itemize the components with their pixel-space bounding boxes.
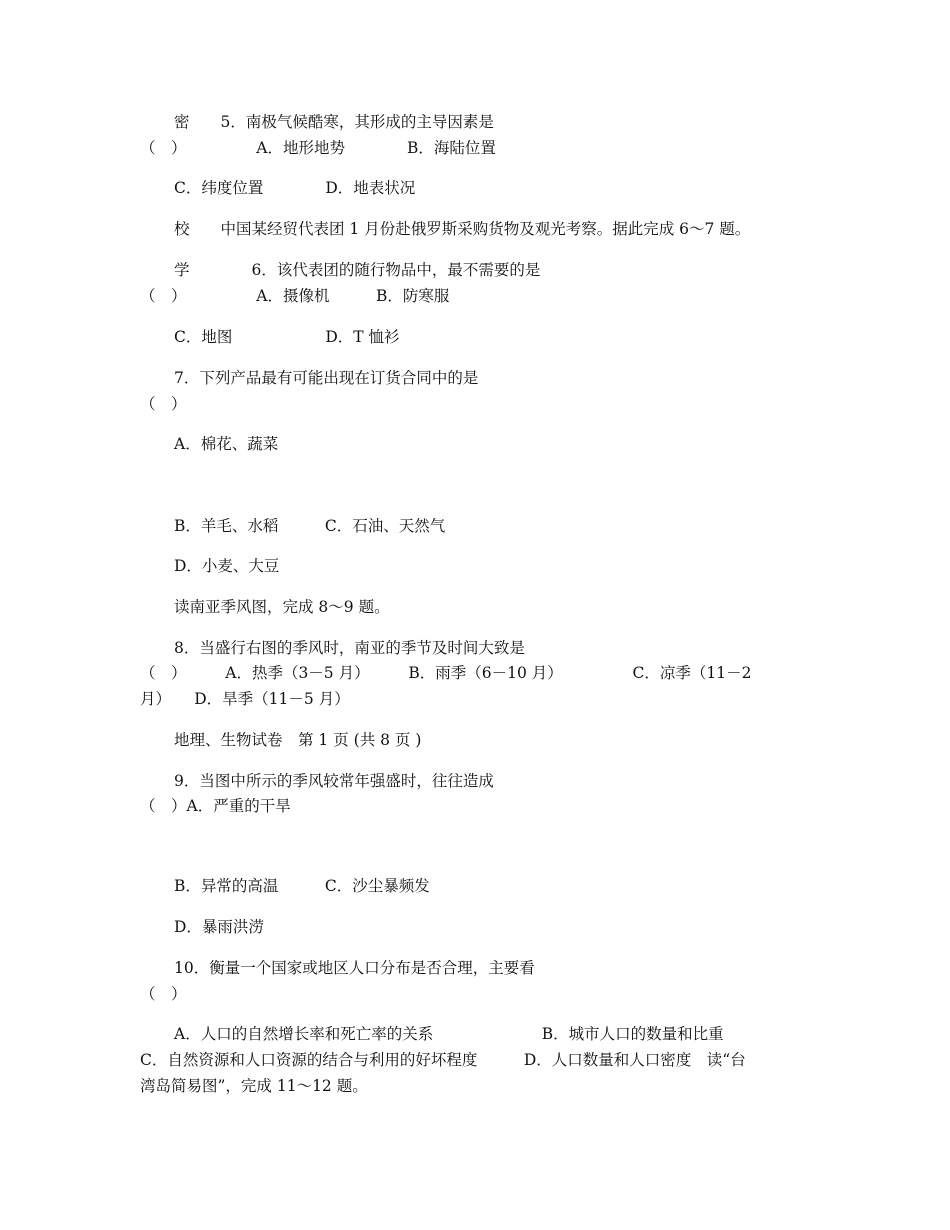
text-line: B．羊毛、水稻 C．石油、天然气 bbox=[174, 517, 446, 535]
text-line: A．棉花、蔬菜 bbox=[174, 435, 279, 453]
text-line: 7．下列产品最有可能出现在订货合同中的是 bbox=[174, 369, 479, 387]
text-line: （ ） bbox=[140, 395, 187, 413]
text-line: （ ） bbox=[140, 985, 187, 1003]
text-line: A．人口的自然增长率和死亡率的关系 B．城市人口的数量和比重 bbox=[174, 1025, 724, 1043]
text-line: D．暴雨洪涝 bbox=[174, 918, 264, 936]
text-line: （ ） A．摄像机 B．防寒服 bbox=[140, 287, 450, 305]
text-line: 读南亚季风图，完成 8～9 题。 bbox=[174, 598, 390, 616]
text-line: 湾岛简易图”，完成 11～12 题。 bbox=[140, 1077, 368, 1095]
text-line: （ ） A．地形地势 B．海陆位置 bbox=[140, 139, 496, 157]
text-line: （ ） A．热季（3－5 月） B．雨季（6－10 月） C．凉季（11－2 bbox=[140, 664, 752, 682]
page-footer: 地理、生物试卷 第 1 页 (共 8 页 ) bbox=[174, 731, 422, 749]
text-line: B．异常的高温 C．沙尘暴频发 bbox=[174, 877, 430, 895]
text-line: 密 5．南极气候酷寒，其形成的主导因素是 bbox=[174, 113, 494, 131]
text-line: 8．当盛行右图的季风时，南亚的季节及时间大致是 bbox=[174, 639, 525, 657]
text-line: C．纬度位置 D．地表状况 bbox=[174, 179, 416, 197]
text-line: D．小麦、大豆 bbox=[174, 557, 280, 575]
text-line: 9．当图中所示的季风较常年强盛时，往往造成 bbox=[174, 772, 494, 790]
text-line: 10．衡量一个国家或地区人口分布是否合理，主要看 bbox=[174, 959, 535, 977]
text-line: 月） D．旱季（11－5 月） bbox=[140, 690, 350, 708]
text-line: C．自然资源和人口资源的结合与利用的好坏程度 D．人口数量和人口密度 读“台 bbox=[140, 1051, 746, 1069]
text-line: （ ）A．严重的干旱 bbox=[140, 797, 291, 815]
text-line: 校 中国某经贸代表团 1 月份赴俄罗斯采购货物及观光考察。据此完成 6～7 题。 bbox=[174, 220, 751, 238]
text-line: C．地图 D．T 恤衫 bbox=[174, 328, 400, 346]
text-line: 学 6．该代表团的随行物品中，最不需要的是 bbox=[174, 261, 541, 279]
